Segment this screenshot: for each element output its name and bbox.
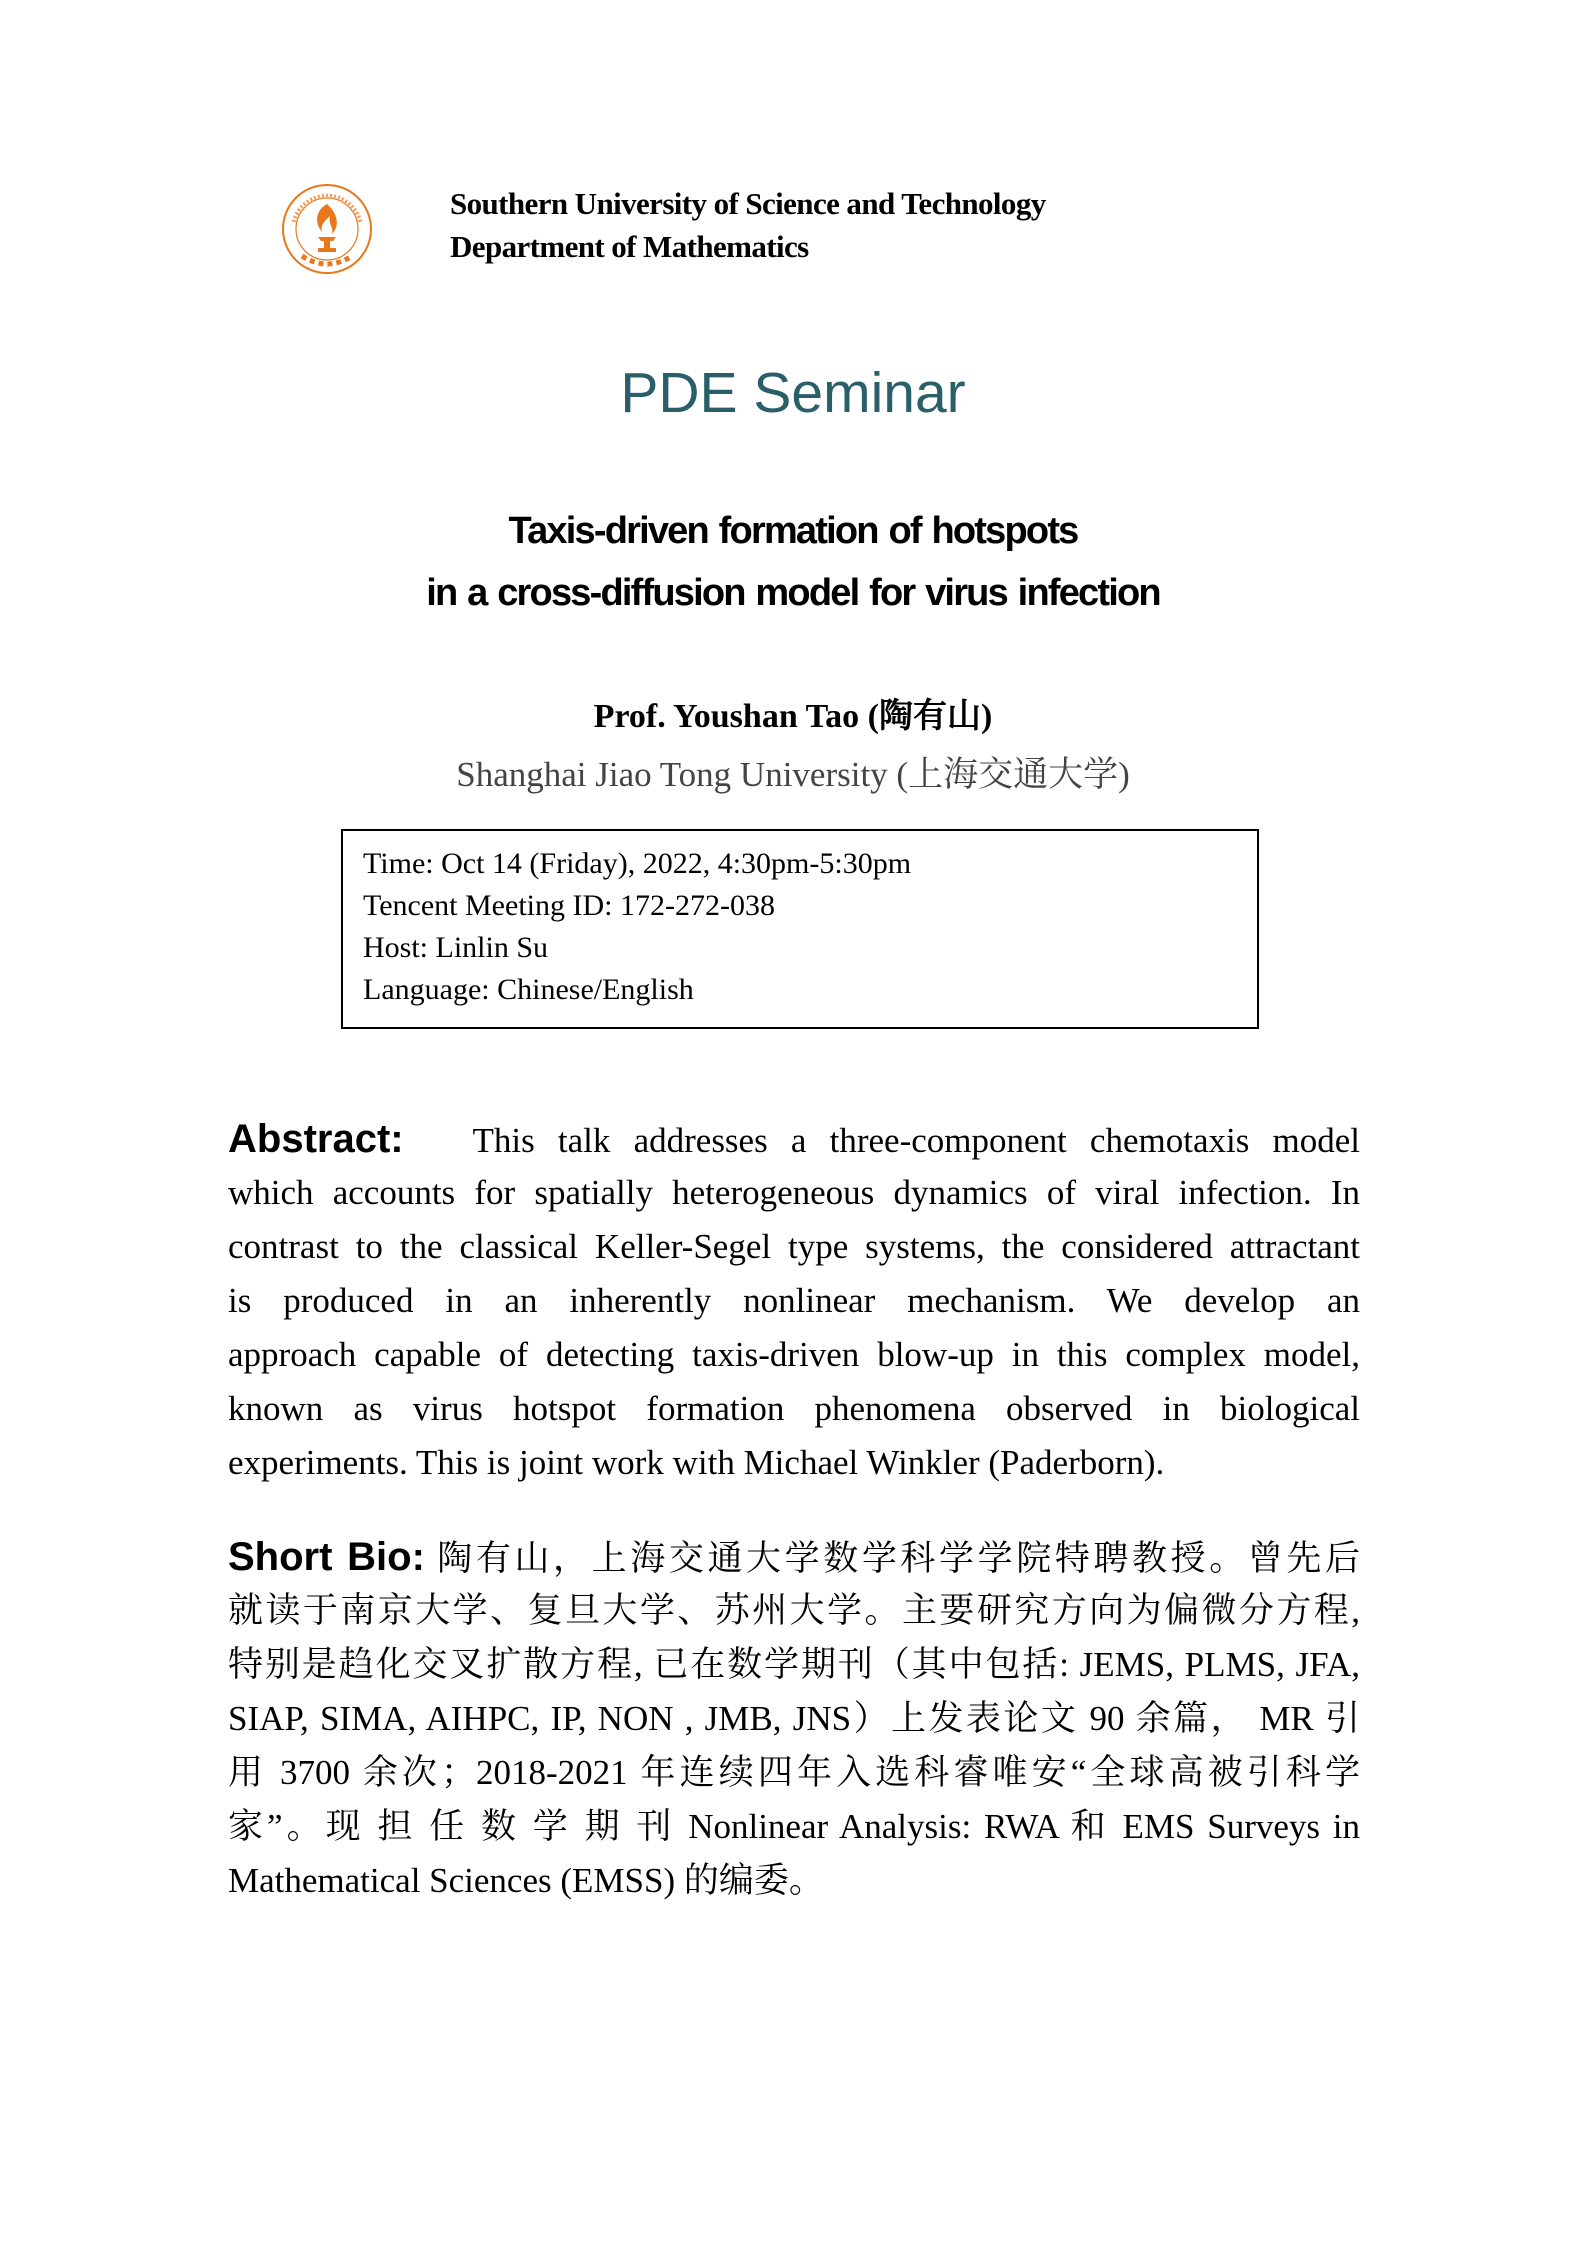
abstract-line: known as virus hotspot formation phenomena observed in biological <box>228 1389 1360 1428</box>
bio-line: 特别是趋化交叉扩散方程, 已在数学期刊（其中包括: JEMS, PLMS, JFA, <box>228 1645 1360 1684</box>
abstract-line: experiments. This is joint work with Michael Winkler (Paderborn). <box>228 1443 1165 1482</box>
header-text <box>450 182 1046 268</box>
event-info-box <box>341 829 1259 1029</box>
bio-line <box>228 1530 1360 1584</box>
bio-text: 陶有山，上海交通大学数学科学学院特聘教授。曾先后 <box>437 1539 1360 1578</box>
abstract-section <box>228 1112 1360 1490</box>
bio-line: 家”。现 担 任 数 学 期 刊 Nonlinear Analysis: RWA 和 EMS Surveys in <box>228 1807 1360 1846</box>
abstract-line: contrast to the classical Keller-Segel type systems, the considered attractant <box>228 1227 1360 1266</box>
department-name: Department of Mathematics <box>450 229 809 264</box>
bio-section <box>228 1530 1360 1908</box>
bio-line: 就读于南京大学、复旦大学、苏州大学。主要研究方向为偏微分方程, <box>228 1591 1360 1630</box>
talk-title-line: in a cross-diffusion model for virus infection <box>426 572 1160 614</box>
speaker-affiliation: Shanghai Jiao Tong University (上海交通大学) <box>456 755 1130 794</box>
bio-label: Short Bio: <box>228 1535 425 1579</box>
talk-title <box>0 500 1586 624</box>
event-time: Time: Oct 14 (Friday), 2022, 4:30pm-5:30pm <box>363 847 912 880</box>
university-seal-graphic <box>280 182 374 276</box>
bio-line: SIAP, SIMA, AIHPC, IP, NON , JMB, JNS）上发表论文 90 余篇， MR 引 <box>228 1699 1360 1738</box>
abstract-label: Abstract: <box>228 1117 404 1161</box>
abstract-line: which accounts for spatially heterogeneous dynamics of viral infection. In <box>228 1173 1360 1212</box>
speaker-name: Prof. Youshan Tao (陶有山) <box>593 698 993 735</box>
abstract-text: This talk addresses a three-component chemotaxis model <box>472 1121 1360 1160</box>
event-language: Language: Chinese/English <box>363 973 694 1006</box>
event-host: Host: Linlin Su <box>363 931 549 964</box>
institution-name: Southern University of Science and Technology <box>450 186 1046 221</box>
bio-line: Mathematical Sciences (EMSS) 的编委。 <box>228 1861 824 1900</box>
abstract-line: is produced in an inherently nonlinear mechanism. We develop an <box>228 1281 1360 1320</box>
bio-line: 用 3700 余次；2018-2021 年连续四年入选科睿唯安“全球高被引科学 <box>228 1753 1360 1792</box>
abstract-line: approach capable of detecting taxis-driven blow-up in this complex model, <box>228 1335 1360 1374</box>
talk-title-line: Taxis-driven formation of hotspots <box>508 510 1078 552</box>
abstract-line <box>228 1112 1360 1166</box>
meeting-id: Tencent Meeting ID: 172-272-038 <box>363 889 775 922</box>
university-seal-icon <box>280 182 374 276</box>
seminar-series-title: PDE Seminar <box>620 361 966 425</box>
